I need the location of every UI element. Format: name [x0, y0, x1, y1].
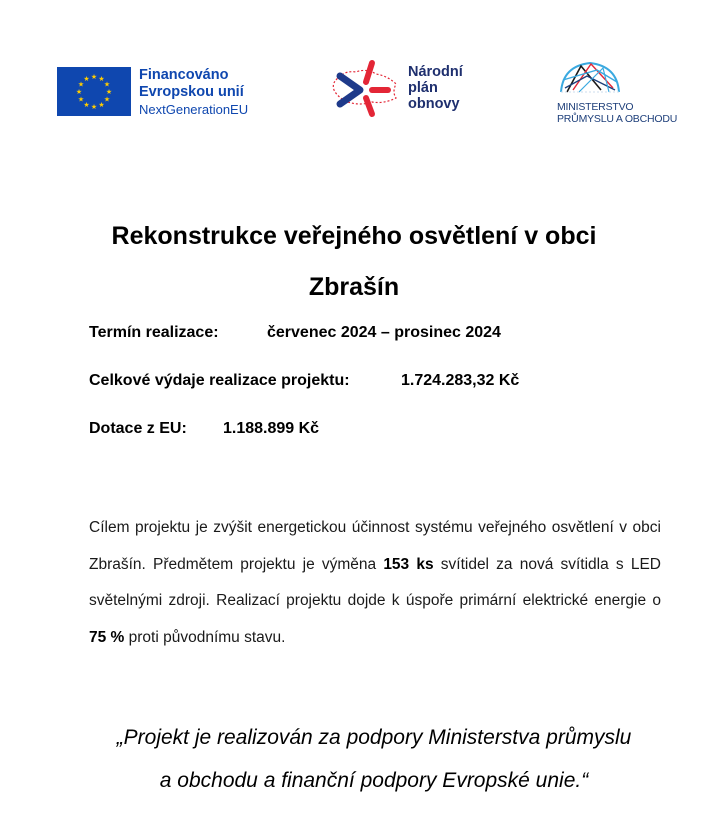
- info-row-grant: [89, 420, 319, 438]
- eu-star-icon: ★: [98, 100, 105, 109]
- para-bold-percent: 75 %: [89, 628, 125, 646]
- para-part2: svítidel za nová svítidla s LED světelnými zdroji. Realizací projektu dojde k úspoře primární elektrické energie o: [89, 555, 661, 609]
- mpo-text: [557, 101, 697, 125]
- mpo-text-line1: MINISTERSTVO: [557, 101, 634, 113]
- npo-text-line1: Národní: [408, 64, 463, 80]
- eu-star-icon: ★: [90, 103, 98, 111]
- quote-line2: a obchodu a finanční podpory Evropské unie.“: [159, 769, 589, 792]
- eu-text-line2: Evropskou unií: [139, 84, 244, 100]
- grant-value: 1.188.899 Kč: [223, 420, 320, 437]
- cost-value: 1.724.283,32 Kč: [401, 372, 520, 389]
- cost-label: Celkové výdaje realizace projektu:: [89, 372, 350, 389]
- mpo-text-line2: PRŮMYSLU A OBCHODU: [557, 113, 678, 125]
- mpo-globe-icon: [557, 60, 623, 94]
- para-bold-count: 153 ks: [383, 555, 434, 573]
- info-row-term: [89, 324, 501, 342]
- para-part3: proti původnímu stavu.: [124, 628, 286, 646]
- eu-funding-logo: [57, 67, 248, 118]
- project-description: [89, 510, 661, 656]
- term-value: červenec 2024 – prosinec 2024: [267, 324, 501, 341]
- eu-star-icon: ★: [98, 75, 105, 84]
- title-line1: Rekonstrukce veřejného osvětlení v obci: [111, 222, 597, 250]
- eu-star-icon: ★: [83, 100, 90, 109]
- npo-text-line3: obnovy: [408, 96, 460, 112]
- narodni-plan-obnovy-icon: [330, 58, 402, 118]
- narodni-plan-obnovy-logo: [330, 58, 463, 118]
- support-quote: [70, 716, 678, 802]
- grant-label: Dotace z EU:: [89, 420, 187, 437]
- para-part1: Cílem projektu je zvýšit energetickou účinnost systému veřejného osvětlení v obci Zbrašín. Předmětem projektu je výměna: [89, 519, 661, 573]
- eu-star-icon: ★: [105, 88, 113, 96]
- eu-flag-icon: [57, 67, 131, 116]
- info-row-cost: [89, 372, 519, 390]
- eu-star-icon: ★: [103, 80, 111, 89]
- eu-funding-text: [139, 67, 248, 118]
- eu-star-icon: ★: [90, 73, 98, 81]
- term-label: Termín realizace:: [89, 324, 219, 341]
- page-title: [70, 211, 638, 313]
- quote-line1: „Projekt je realizován za podpory Ministerstva průmyslu: [116, 726, 632, 749]
- narodni-plan-obnovy-text: [408, 64, 463, 112]
- title-line2: Zbrašín: [308, 273, 400, 301]
- npo-text-line2: plán: [408, 80, 438, 96]
- eu-star-icon: ★: [77, 95, 85, 104]
- ministerstvo-prumyslu-logo: [557, 60, 697, 125]
- eu-star-icon: ★: [77, 80, 85, 89]
- eu-star-icon: ★: [83, 75, 90, 84]
- eu-star-icon: ★: [103, 95, 111, 104]
- eu-text-line3: NextGenerationEU: [139, 102, 249, 117]
- eu-star-icon: ★: [75, 88, 83, 96]
- eu-text-line1: Financováno: [139, 67, 229, 83]
